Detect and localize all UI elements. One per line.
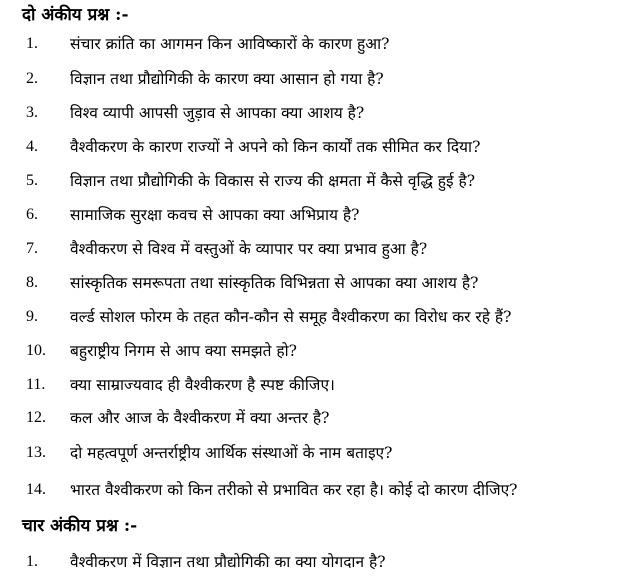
question-row: [22, 134, 632, 160]
question-row: [22, 338, 632, 364]
question-number: 9.: [26, 308, 38, 325]
question-row: [22, 270, 632, 296]
question-number: 4.: [26, 138, 38, 155]
question-number: 5.: [26, 172, 38, 189]
question-row: [22, 477, 632, 503]
question-row: [22, 66, 632, 92]
question-text: सांस्कृतिक समरूपता तथा सांस्कृतिक विभिन्नता से आपका क्या आशय है?: [70, 274, 479, 292]
question-text: बहुराष्ट्रीय निगम से आप क्या समझते हो?: [70, 342, 297, 360]
question-row: [22, 31, 632, 57]
question-number: 3.: [26, 104, 38, 121]
question-text: वर्ल्ड सोशल फोरम के तहत कौन-कौन से समूह वैश्वीकरण का विरोध कर रहे हैं?: [70, 308, 512, 326]
question-text: वैश्वीकरण से विश्व में वस्तुओं के व्यापार पर क्या प्रभाव हुआ है?: [70, 240, 428, 258]
question-text: संचार क्रांति का आगमन किन आविष्कारों के कारण हुआ?: [70, 35, 390, 53]
question-row: [22, 440, 632, 466]
question-text: कल और आज के वैश्वीकरण में क्या अन्तर है?: [70, 409, 330, 427]
question-row: [22, 236, 632, 262]
question-number: 7.: [26, 240, 38, 257]
question-row: [22, 549, 632, 575]
question-number: 12.: [26, 409, 46, 426]
question-row: [22, 100, 632, 126]
question-number: 13.: [26, 444, 46, 461]
question-text: विज्ञान तथा प्रौद्योगिकी के विकास से राज्य की क्षमता में कैसे वृद्धि हुई है?: [70, 172, 476, 190]
question-text: क्या साम्राज्यवाद ही वैश्वीकरण है स्पष्ट कीजिए।: [70, 376, 335, 394]
question-text: विज्ञान तथा प्रौद्योगिकी के कारण क्या आसान हो गया है?: [70, 70, 384, 88]
question-number: 1.: [26, 35, 38, 52]
section-heading-four-marks: चार अंकीय प्रश्न :-: [22, 516, 138, 536]
question-number: 10.: [26, 342, 46, 359]
section-heading-two-marks: दो अंकीय प्रश्न :-: [22, 5, 129, 25]
question-number: 2.: [26, 70, 38, 87]
question-number: 14.: [26, 481, 46, 498]
question-text: सामाजिक सुरक्षा कवच से आपका क्या अभिप्राय है?: [70, 206, 360, 224]
question-text: वैश्वीकरण में विज्ञान तथा प्रौद्योगिकी का क्या योगदान है?: [70, 553, 386, 571]
question-row: [22, 202, 632, 228]
question-row: [22, 304, 632, 330]
question-row: [22, 405, 632, 431]
question-text: वैश्वीकरण के कारण राज्यों ने अपने को किन कार्यों तक सीमित कर दिया?: [70, 138, 481, 156]
question-text: विश्व व्यापी आपसी जुड़ाव से आपका क्या आशय है?: [70, 104, 365, 122]
question-number: 1.: [26, 553, 38, 570]
question-text: दो महत्वपूर्ण अन्तर्राष्ट्रीय आर्थिक संस्थाओं के नाम बताइए?: [70, 444, 393, 462]
question-row: [22, 372, 632, 398]
question-number: 11.: [26, 376, 46, 393]
question-row: [22, 168, 632, 194]
question-text: भारत वैश्वीकरण को किन तरीको से प्रभावित कर रहा है। कोई दो कारण दीजिए?: [70, 481, 518, 499]
question-number: 6.: [26, 206, 38, 223]
question-number: 8.: [26, 274, 38, 291]
